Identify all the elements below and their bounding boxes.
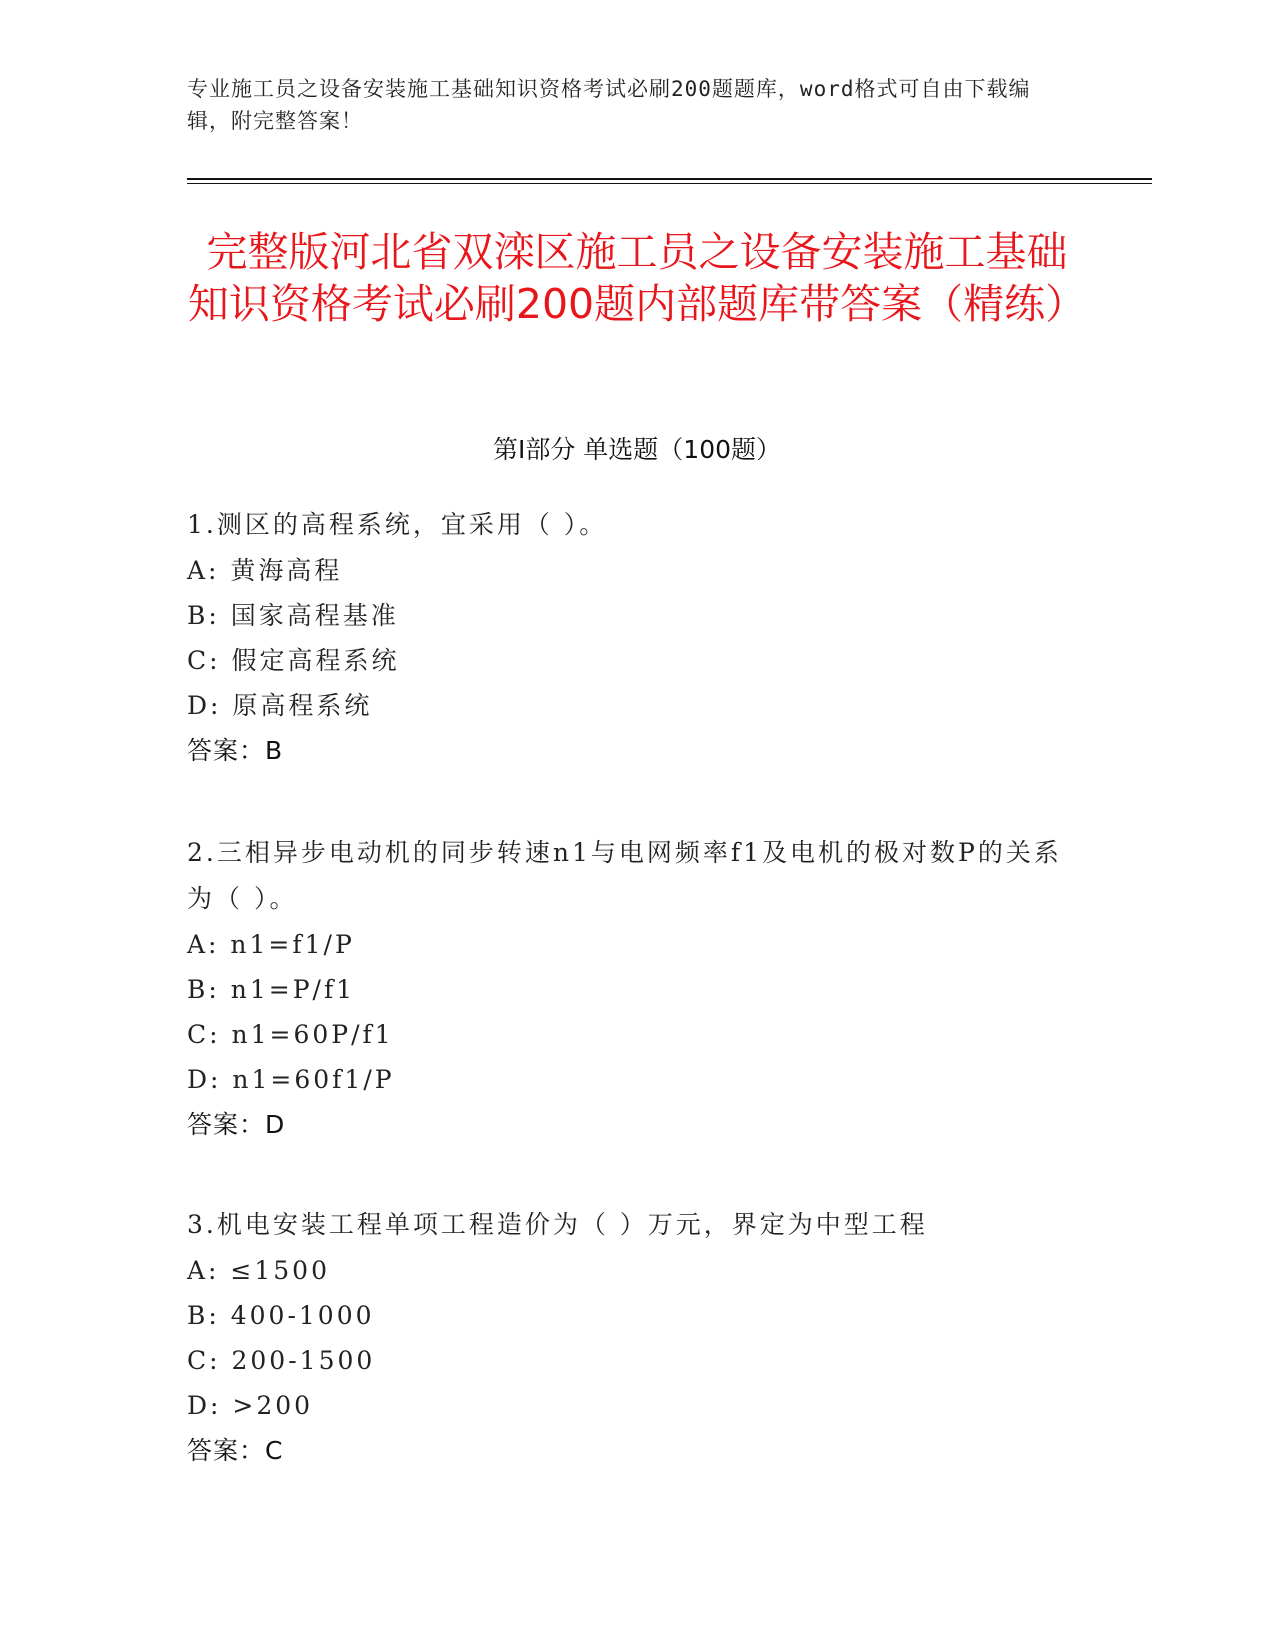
question-stem: 1.测区的高程系统，宜采用（ ）。 bbox=[187, 510, 608, 539]
question-1 bbox=[187, 502, 1067, 773]
option-c: C: 假定高程系统 bbox=[187, 646, 400, 675]
question-stem: 2.三相异步电动机的同步转速n1与电网频率f1及电机的极对数P的关系为（ ）。 bbox=[187, 838, 1062, 913]
option-b: B: 国家高程基准 bbox=[187, 601, 399, 630]
option-c: C: n1=60P/f1 bbox=[187, 1020, 394, 1049]
question-stem: 3.机电安装工程单项工程造价为（ ）万元，界定为中型工程 bbox=[187, 1210, 928, 1239]
answer: 答案：C bbox=[187, 1436, 284, 1465]
header-note: 专业施工员之设备安装施工基础知识资格考试必刷200题题库，word格式可自由下载编辑，附完整答案！ bbox=[187, 77, 1031, 133]
option-b: B: n1=P/f1 bbox=[187, 975, 356, 1004]
option-c: C: 200-1500 bbox=[187, 1346, 376, 1375]
option-b: B: 400-1000 bbox=[187, 1301, 375, 1330]
question-3 bbox=[187, 1202, 1067, 1473]
option-a: A: ≤1500 bbox=[187, 1256, 330, 1285]
answer: 答案：D bbox=[187, 1110, 286, 1139]
option-d: D: n1=60f1/P bbox=[187, 1065, 395, 1094]
answer: 答案：B bbox=[187, 736, 284, 765]
header-rule-thin bbox=[187, 183, 1152, 184]
header-rule-thick bbox=[187, 178, 1152, 180]
document-title: 完整版河北省双滦区施工员之设备安装施工基础知识资格考试必刷200题内部题库带答案（精练） bbox=[187, 228, 1087, 328]
option-a: A: n1=f1/P bbox=[187, 930, 355, 959]
option-d: D: 原高程系统 bbox=[187, 691, 373, 720]
section-heading: 第Ⅰ部分 单选题（100题） bbox=[492, 435, 782, 464]
option-a: A: 黄海高程 bbox=[187, 556, 343, 585]
question-2 bbox=[187, 830, 1067, 1147]
option-d: D: >200 bbox=[187, 1391, 314, 1420]
